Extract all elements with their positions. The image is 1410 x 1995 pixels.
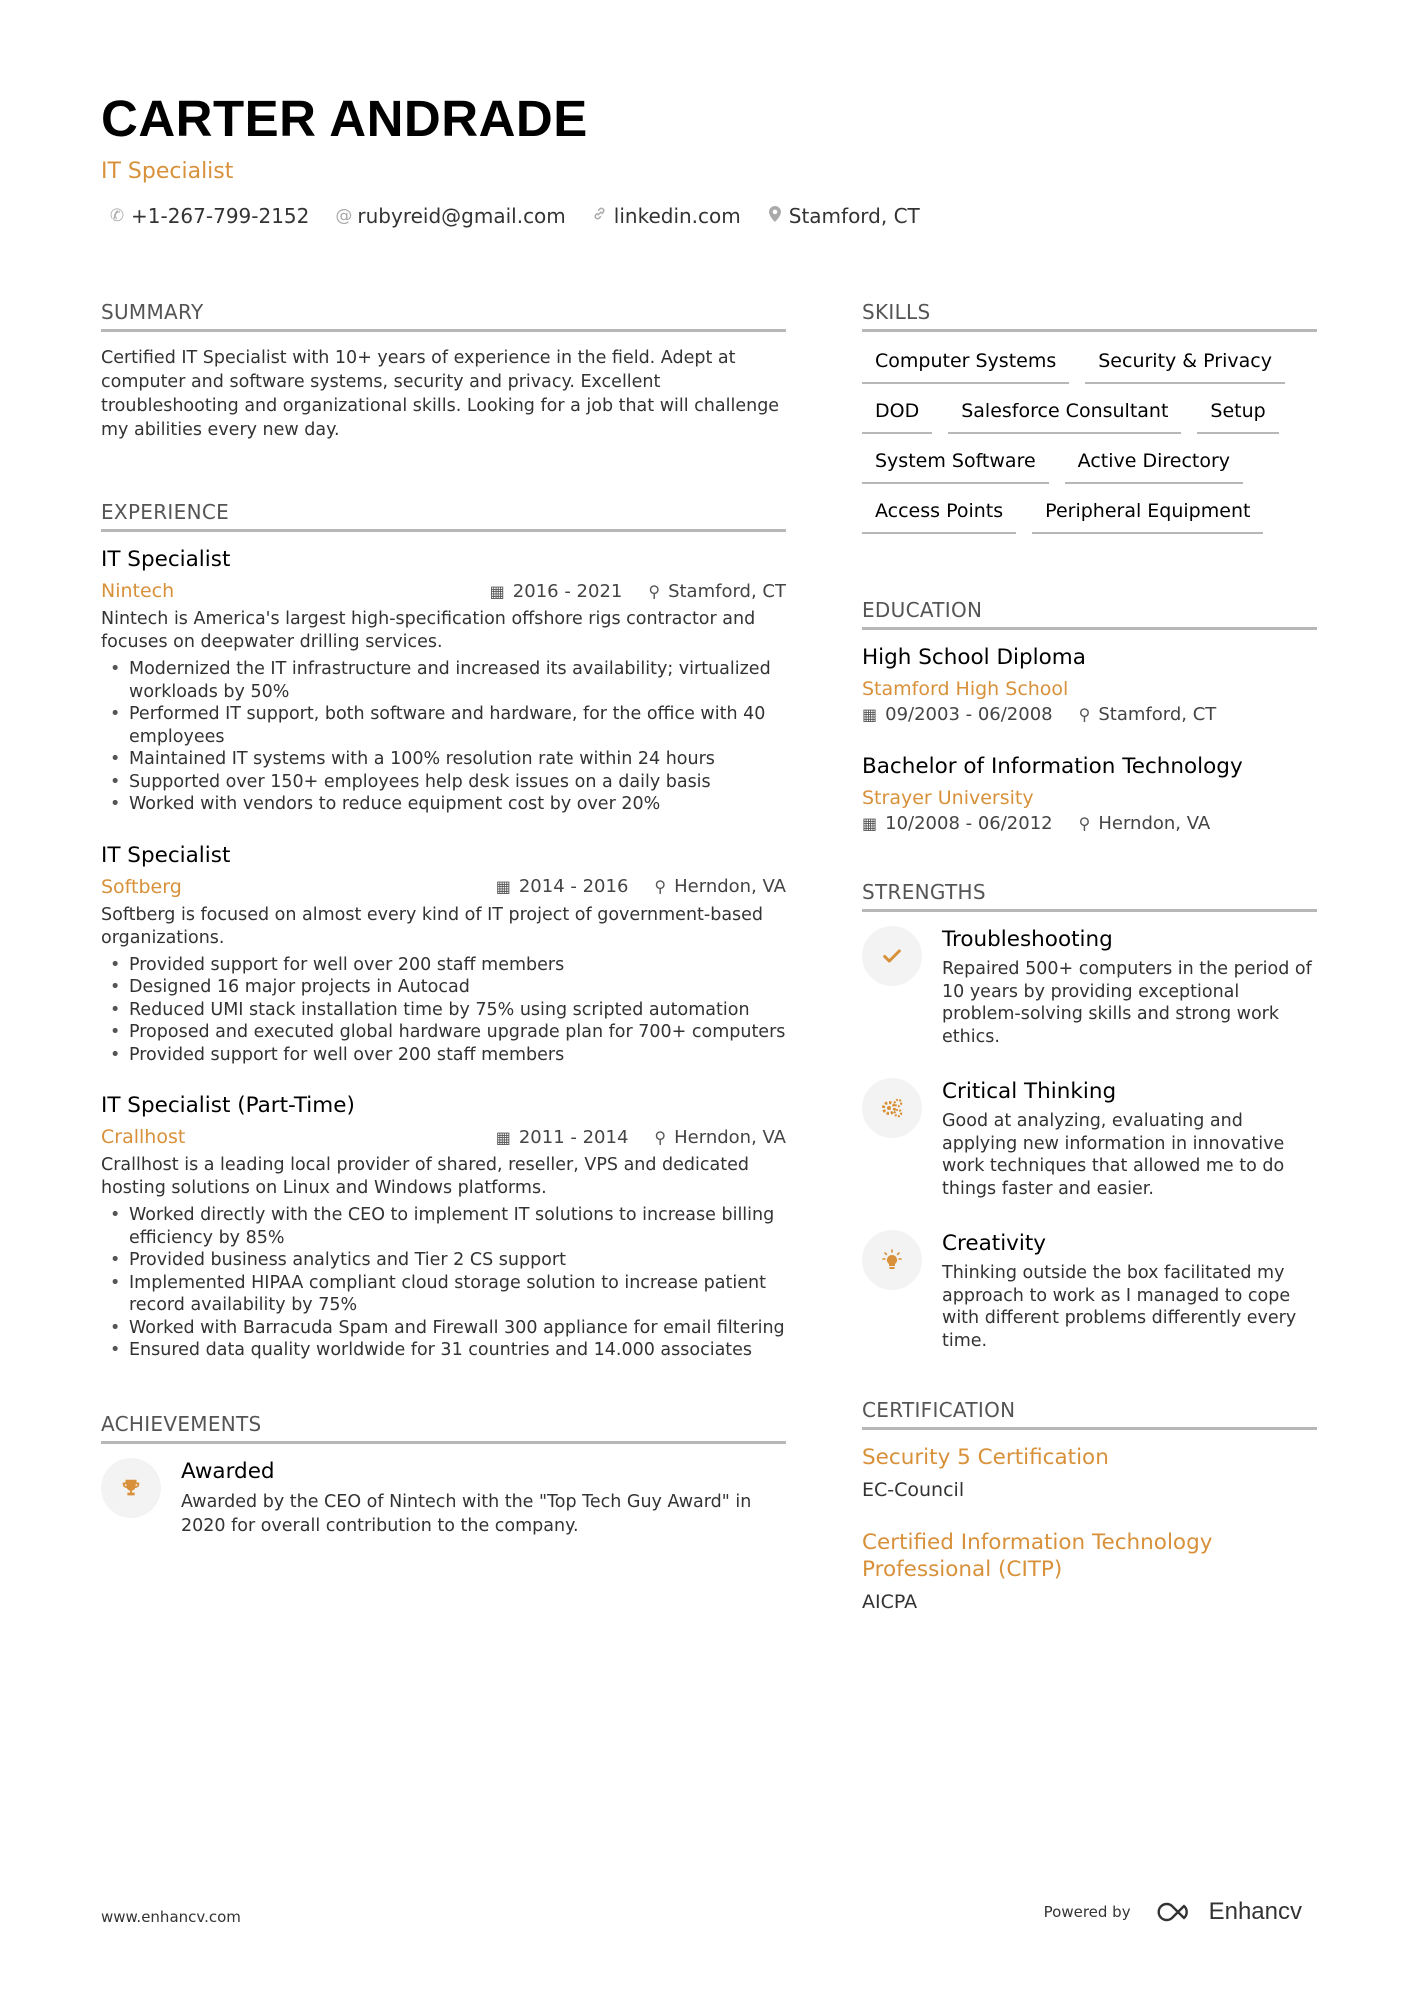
- achievements-section: [101, 1412, 786, 1538]
- left-column: [101, 300, 786, 1538]
- strength-body: [942, 1230, 1317, 1352]
- calendar-icon: ▦: [862, 705, 878, 724]
- skill-tag: Active Directory: [1065, 448, 1243, 484]
- skills-section: [862, 300, 1317, 534]
- powered-by-label: Powered by: [1043, 1903, 1131, 1921]
- strength-item: [862, 1078, 1317, 1200]
- certification-item: [862, 1444, 1317, 1501]
- job-location: Herndon, VA: [674, 876, 786, 897]
- achievement-item: [101, 1458, 786, 1538]
- job-meta: [101, 874, 786, 900]
- education-dates-wrap: [862, 813, 1053, 834]
- education-degree: Bachelor of Information Technology: [862, 754, 1243, 779]
- education-dates-wrap: [862, 704, 1053, 725]
- education-school: Stamford High School: [862, 678, 1069, 700]
- job-description: Softberg is focused on almost every kind of IT project of government-based organizations.: [101, 904, 764, 948]
- job-meta: [101, 578, 786, 604]
- summary-heading: SUMMARY: [101, 300, 786, 332]
- job-bullet: • Proposed and executed global hardware upgrade plan for 700+ computers: [101, 1021, 786, 1044]
- job-entry: [101, 546, 786, 816]
- check-icon: [862, 926, 922, 986]
- job-entry: [101, 1092, 786, 1362]
- certification-section: [862, 1398, 1317, 1613]
- map-pin-icon: ⚲: [1078, 814, 1091, 833]
- skill-tag: Salesforce Consultant: [948, 398, 1181, 434]
- job-meta-right: [496, 876, 786, 897]
- skills-list: [862, 348, 1317, 534]
- job-bullet: • Performed IT support, both software and hardware, for the office with 40 employees: [101, 703, 786, 748]
- job-location: Herndon, VA: [674, 1126, 786, 1148]
- map-pin-icon: ⚲: [654, 1127, 667, 1147]
- footer-brand: [1044, 1898, 1302, 1926]
- education-meta: [862, 704, 1317, 725]
- resume-header: [101, 88, 1321, 228]
- education-dates: 10/2008 - 06/2012: [885, 813, 1053, 834]
- lightbulb-icon: [862, 1230, 922, 1290]
- contact-bar: [101, 204, 1321, 228]
- education-heading: EDUCATION: [862, 598, 1317, 630]
- job-location-wrap: [648, 581, 786, 602]
- skill-tag: DOD: [862, 398, 932, 434]
- linkedin-text: linkedin.com: [613, 204, 741, 228]
- phone-text: +1-267-799-2152: [131, 204, 310, 228]
- education-school: Strayer University: [862, 787, 1034, 809]
- strength-body: [942, 1078, 1317, 1200]
- job-bullet: • Reduced UMI stack installation time by 75% using scripted automation: [101, 999, 786, 1022]
- job-bullet: • Provided support for well over 200 staff members: [101, 1044, 786, 1067]
- experience-section: [101, 500, 786, 1362]
- job-bullet: • Supported over 150+ employees help desk issues on a daily basis: [101, 771, 786, 794]
- job-bullet: • Provided support for well over 200 staff members: [101, 954, 786, 977]
- map-pin-icon: ⚲: [648, 581, 661, 601]
- achievements-heading: ACHIEVEMENTS: [101, 1412, 786, 1444]
- certification-item: [862, 1529, 1317, 1613]
- education-location: Herndon, VA: [1098, 813, 1211, 834]
- job-location-wrap: [654, 1127, 786, 1148]
- link-icon: [592, 206, 608, 226]
- certification-org: AICPA: [862, 1591, 918, 1613]
- strengths-heading: STRENGTHS: [862, 880, 1317, 912]
- strength-text: Good at analyzing, evaluating and applying new information in innovative work techniques that allowed me to do things faster and easier.: [942, 1111, 1285, 1199]
- map-pin-icon: ⚲: [1078, 705, 1091, 724]
- skill-tag: Security & Privacy: [1085, 348, 1285, 384]
- contact-location: [767, 204, 920, 228]
- certification-name: Certified Information Technology Professional (CITP): [862, 1530, 1213, 1582]
- skill-tag: Setup: [1197, 398, 1278, 434]
- skills-heading: SKILLS: [862, 300, 1317, 332]
- job-title: IT Specialist: [101, 842, 231, 868]
- job-bullets: [101, 1204, 786, 1362]
- education-item: [862, 753, 1317, 834]
- enhancv-logo-icon: [1155, 1901, 1201, 1923]
- skill-tag: Access Points: [862, 498, 1016, 534]
- summary-section: [101, 300, 786, 442]
- education-dates: 09/2003 - 06/2008: [885, 704, 1053, 725]
- job-entry: [101, 842, 786, 1067]
- strength-text: Thinking outside the box facilitated my approach to work as I managed to cope with different problems differently every time.: [942, 1263, 1297, 1351]
- calendar-icon: ▦: [489, 581, 505, 601]
- job-title: IT Specialist (Part-Time): [101, 1093, 355, 1118]
- gears-icon: [862, 1078, 922, 1138]
- strength-title: Creativity: [942, 1231, 1047, 1256]
- job-bullet: • Worked directly with the CEO to implement IT solutions to increase billing efficiency by 85%: [101, 1204, 786, 1249]
- job-company: Nintech: [101, 580, 175, 602]
- map-pin-icon: [767, 206, 783, 227]
- enhancv-brand-text: Enhancv: [1208, 1898, 1302, 1925]
- education-location-wrap: [1079, 813, 1211, 834]
- job-bullet: • Designed 16 major projects in Autocad: [101, 976, 786, 999]
- job-location: Stamford, CT: [668, 580, 786, 602]
- strength-title: Critical Thinking: [942, 1079, 1117, 1104]
- job-bullet: • Maintained IT systems with a 100% resolution rate within 24 hours: [101, 748, 786, 771]
- summary-text: Certified IT Specialist with 10+ years of experience in the field. Adept at computer and software systems, security and privacy. Excellent troubleshooting and organizational skills. Looking for a job that will challenge my abilities every new day.: [101, 348, 780, 440]
- phone-icon: ✆: [109, 206, 125, 226]
- contact-phone[interactable]: [109, 204, 309, 228]
- certification-name: Security 5 Certification: [862, 1445, 1109, 1470]
- job-bullet: • Worked with Barracuda Spam and Firewall 300 appliance for email filtering: [101, 1317, 786, 1340]
- job-bullet: • Ensured data quality worldwide for 31 countries and 14.000 associates: [101, 1339, 786, 1362]
- skill-tag: System Software: [862, 448, 1049, 484]
- job-dates: 2016 - 2021: [512, 580, 623, 602]
- achievement-title: Awarded: [181, 1458, 275, 1484]
- footer-website[interactable]: www.enhancv.com: [101, 1908, 241, 1926]
- strength-text: Repaired 500+ computers in the period of 10 years by providing exceptional problem-solving skills and strong work ethics.: [942, 959, 1312, 1047]
- job-description: Nintech is America's largest high-specification offshore rigs contractor and focuses on deepwater drilling services.: [101, 609, 756, 652]
- job-dates: 2014 - 2016: [518, 876, 629, 897]
- skill-tag: Computer Systems: [862, 348, 1069, 384]
- candidate-name: CARTER ANDRADE: [101, 90, 588, 147]
- job-dates-wrap: [496, 1127, 629, 1148]
- certification-heading: CERTIFICATION: [862, 1398, 1317, 1430]
- email-text: rubyreid@gmail.com: [357, 204, 566, 228]
- education-meta: [862, 813, 1317, 834]
- job-description: Crallhost is a leading local provider of shared, reseller, VPS and dedicated hosting solutions on Linux and Windows platforms.: [101, 1155, 749, 1198]
- job-dates: 2011 - 2014: [518, 1126, 629, 1148]
- contact-linkedin[interactable]: [592, 204, 741, 228]
- achievement-body: [181, 1458, 786, 1538]
- job-bullet: • Provided business analytics and Tier 2 CS support: [101, 1249, 786, 1272]
- strengths-section: [862, 880, 1317, 1352]
- at-icon: @: [335, 206, 353, 226]
- location-text: Stamford, CT: [788, 204, 920, 228]
- job-bullet: • Modernized the IT infrastructure and increased its availability; virtualized workloads by 50%: [101, 658, 786, 703]
- education-section: [862, 598, 1317, 834]
- job-meta: [101, 1124, 786, 1150]
- job-company: Softberg: [101, 875, 182, 898]
- strength-title: Troubleshooting: [942, 927, 1113, 952]
- job-company: Crallhost: [101, 1126, 186, 1148]
- job-bullets: [101, 954, 786, 1067]
- job-meta-right: [496, 1127, 786, 1148]
- job-bullet: • Worked with vendors to reduce equipment cost by over 20%: [101, 793, 786, 816]
- education-location-wrap: [1079, 704, 1217, 725]
- strength-item: [862, 926, 1317, 1048]
- map-pin-icon: ⚲: [654, 877, 667, 896]
- job-dates-wrap: [496, 876, 629, 897]
- job-meta-right: [490, 581, 786, 602]
- contact-email[interactable]: [335, 204, 565, 228]
- job-title: IT Specialist: [101, 547, 231, 572]
- achievement-text: Awarded by the CEO of Nintech with the "Top Tech Guy Award" in 2020 for overall contribution to the company.: [181, 1491, 752, 1536]
- calendar-icon: ▦: [495, 1127, 511, 1147]
- certification-org: EC-Council: [862, 1479, 965, 1501]
- job-dates-wrap: [490, 581, 623, 602]
- candidate-role: IT Specialist: [101, 159, 234, 184]
- strength-item: [862, 1230, 1317, 1352]
- job-location-wrap: [654, 876, 786, 897]
- skill-tag: Peripheral Equipment: [1032, 498, 1263, 534]
- trophy-icon: [101, 1458, 161, 1518]
- calendar-icon: ▦: [862, 814, 878, 833]
- job-bullets: [101, 658, 786, 816]
- calendar-icon: ▦: [495, 877, 511, 896]
- education-degree: High School Diploma: [862, 645, 1086, 670]
- experience-heading: EXPERIENCE: [101, 500, 786, 532]
- enhancv-logo[interactable]: [1155, 1898, 1302, 1926]
- right-column: [862, 300, 1317, 1641]
- education-item: [862, 644, 1317, 725]
- education-location: Stamford, CT: [1098, 704, 1217, 725]
- strength-body: [942, 926, 1317, 1048]
- job-bullet: • Implemented HIPAA compliant cloud storage solution to increase patient record availability by 75%: [101, 1272, 786, 1317]
